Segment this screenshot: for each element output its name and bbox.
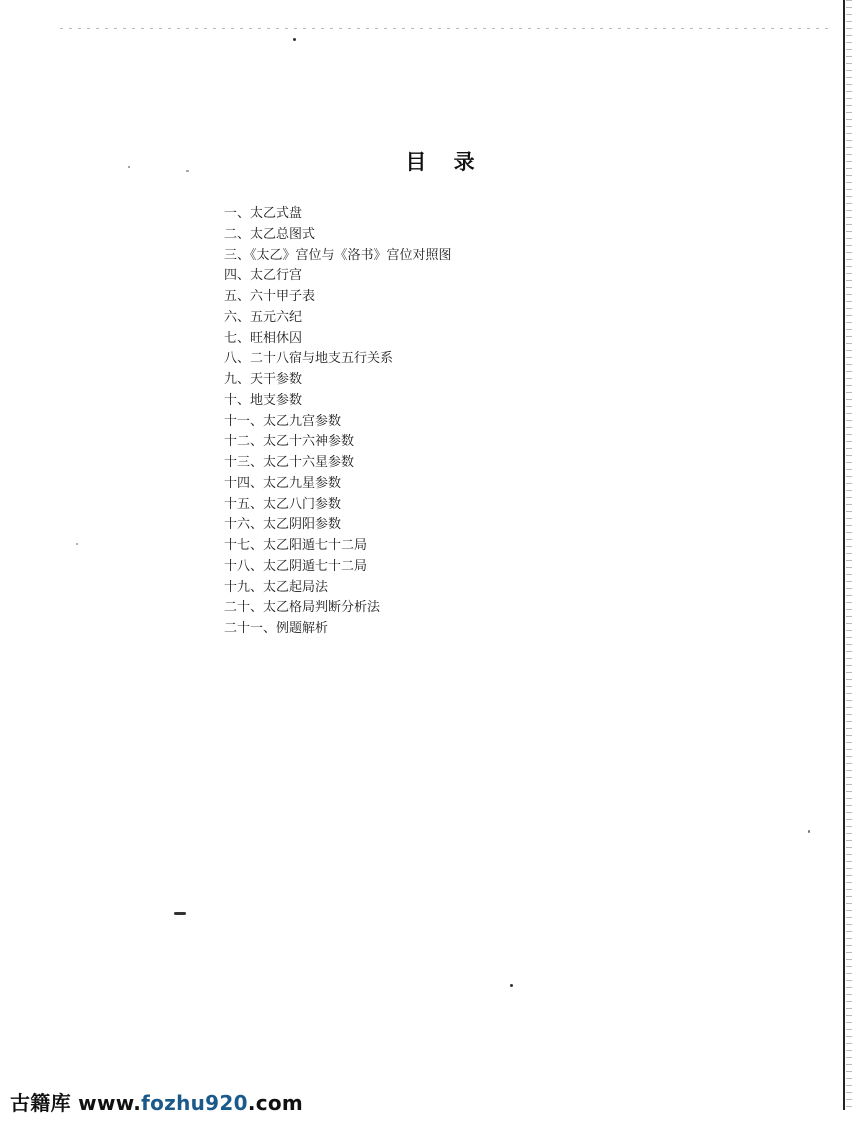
toc-item: 十五、太乙八门参数 — [224, 496, 342, 512]
scan-speck — [510, 984, 513, 987]
toc-item: 三、《太乙》宫位与《洛书》宫位对照图 — [224, 247, 452, 263]
scan-speck — [293, 38, 296, 41]
scan-speck — [808, 830, 810, 833]
toc-item: 二十一、例题解析 — [224, 621, 329, 636]
toc-item: 十九、太乙起局法 — [224, 579, 329, 595]
toc-item: 十六、太乙阴阳参数 — [224, 517, 342, 533]
site-watermark — [10, 1087, 303, 1116]
table-of-contents — [224, 204, 452, 640]
toc-item: 二、太乙总图式 — [224, 226, 316, 242]
toc-item: 六、五元六纪 — [224, 309, 303, 325]
watermark-url-domain: fozhu920 — [141, 1091, 248, 1115]
toc-item: 十四、太乙九星参数 — [224, 475, 342, 491]
toc-item: 九、天干参数 — [224, 372, 303, 387]
toc-item: 十八、太乙阴遁七十二局 — [224, 558, 368, 574]
toc-item: 一、太乙式盘 — [224, 206, 303, 221]
toc-item: 二十、太乙格局判断分析法 — [224, 600, 381, 616]
toc-item: 十三、太乙十六星参数 — [224, 455, 355, 470]
scan-artifact-line — [60, 28, 830, 29]
watermark-site-name: 古籍库 — [10, 1091, 71, 1115]
toc-item: 八、二十八宿与地支五行关系 — [224, 351, 394, 367]
toc-item: 四、太乙行宫 — [224, 268, 303, 284]
page-title: 目 录 — [405, 149, 485, 174]
toc-item: 十一、太乙九宫参数 — [224, 413, 342, 429]
watermark-url-prefix: www. — [78, 1091, 142, 1115]
toc-item: 十二、太乙十六神参数 — [224, 434, 355, 450]
toc-item: 十、地支参数 — [224, 392, 303, 408]
watermark-url-tld: .com — [247, 1091, 304, 1115]
toc-item: 五、六十甲子表 — [224, 289, 316, 304]
scan-speck — [174, 912, 186, 915]
toc-item: 七、旺相休囚 — [224, 330, 303, 346]
scan-speck — [76, 543, 78, 545]
toc-item: 十七、太乙阳遁七十二局 — [224, 538, 368, 553]
